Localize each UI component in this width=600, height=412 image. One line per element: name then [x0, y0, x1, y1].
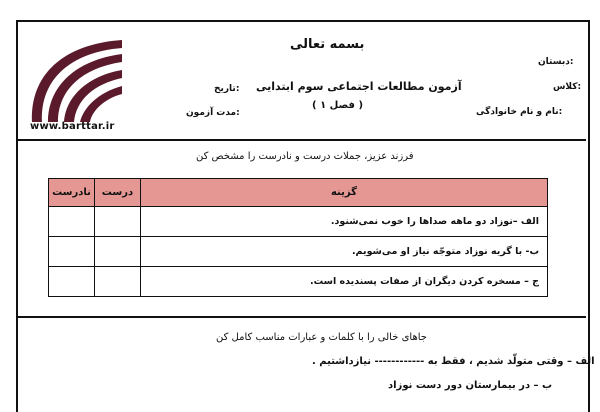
true-false-table	[48, 178, 548, 297]
fill-blank-item: ب – در بیمارستان دور دست نوزاد	[388, 380, 553, 391]
exam-title: آزمون مطالعات اجتماعی سوم ابتدایی	[256, 80, 462, 93]
table-header-row	[49, 179, 548, 207]
name-label: نام و نام خانوادگی:	[476, 107, 563, 117]
true-answer-cell[interactable]	[94, 207, 140, 237]
true-answer-cell[interactable]	[94, 267, 140, 297]
section-divider	[18, 316, 586, 318]
true-column-header: درست	[94, 179, 140, 207]
false-answer-cell[interactable]	[49, 207, 95, 237]
chapter-label: ( فصل ۱ )	[312, 100, 364, 111]
statement-cell: ج – مسخره کردن دیگران از صفات پسندیده است.	[140, 267, 547, 297]
class-label: کلاس:	[553, 82, 582, 92]
website-url: www.barttar.ir	[30, 121, 115, 132]
false-answer-cell[interactable]	[49, 237, 95, 267]
table-row	[49, 267, 548, 297]
false-answer-cell[interactable]	[49, 267, 95, 297]
option-column-header: گزینه	[140, 179, 547, 207]
table-row	[49, 207, 548, 237]
duration-label: مدت آزمون:	[186, 108, 240, 118]
school-label: دبستان:	[538, 57, 574, 67]
true-false-instruction: فرزند عزیز، جملات درست و نادرست را مشخص کن	[196, 151, 414, 162]
statement-cell: ب- با گریه نوزاد متوجّه نیاز او می‌شویم.	[140, 237, 547, 267]
header-divider	[18, 139, 586, 141]
date-label: تاریخ:	[214, 84, 240, 94]
basmala-title: بسمه تعالی	[290, 37, 365, 52]
false-column-header: نادرست	[49, 179, 95, 207]
statement-cell: الف –نوزاد دو ماهه صداها را خوب نمی‌شنود.	[140, 207, 547, 237]
true-answer-cell[interactable]	[94, 237, 140, 267]
fill-blank-item: الف – وقتی متولّد شدیم ، فقط به ------------ نیازداشتیم .	[312, 356, 595, 367]
fill-blank-instruction: جاهای خالی را با کلمات و عبارات مناسب کامل کن	[216, 332, 427, 343]
barttar-logo	[24, 34, 130, 126]
table-row	[49, 237, 548, 267]
